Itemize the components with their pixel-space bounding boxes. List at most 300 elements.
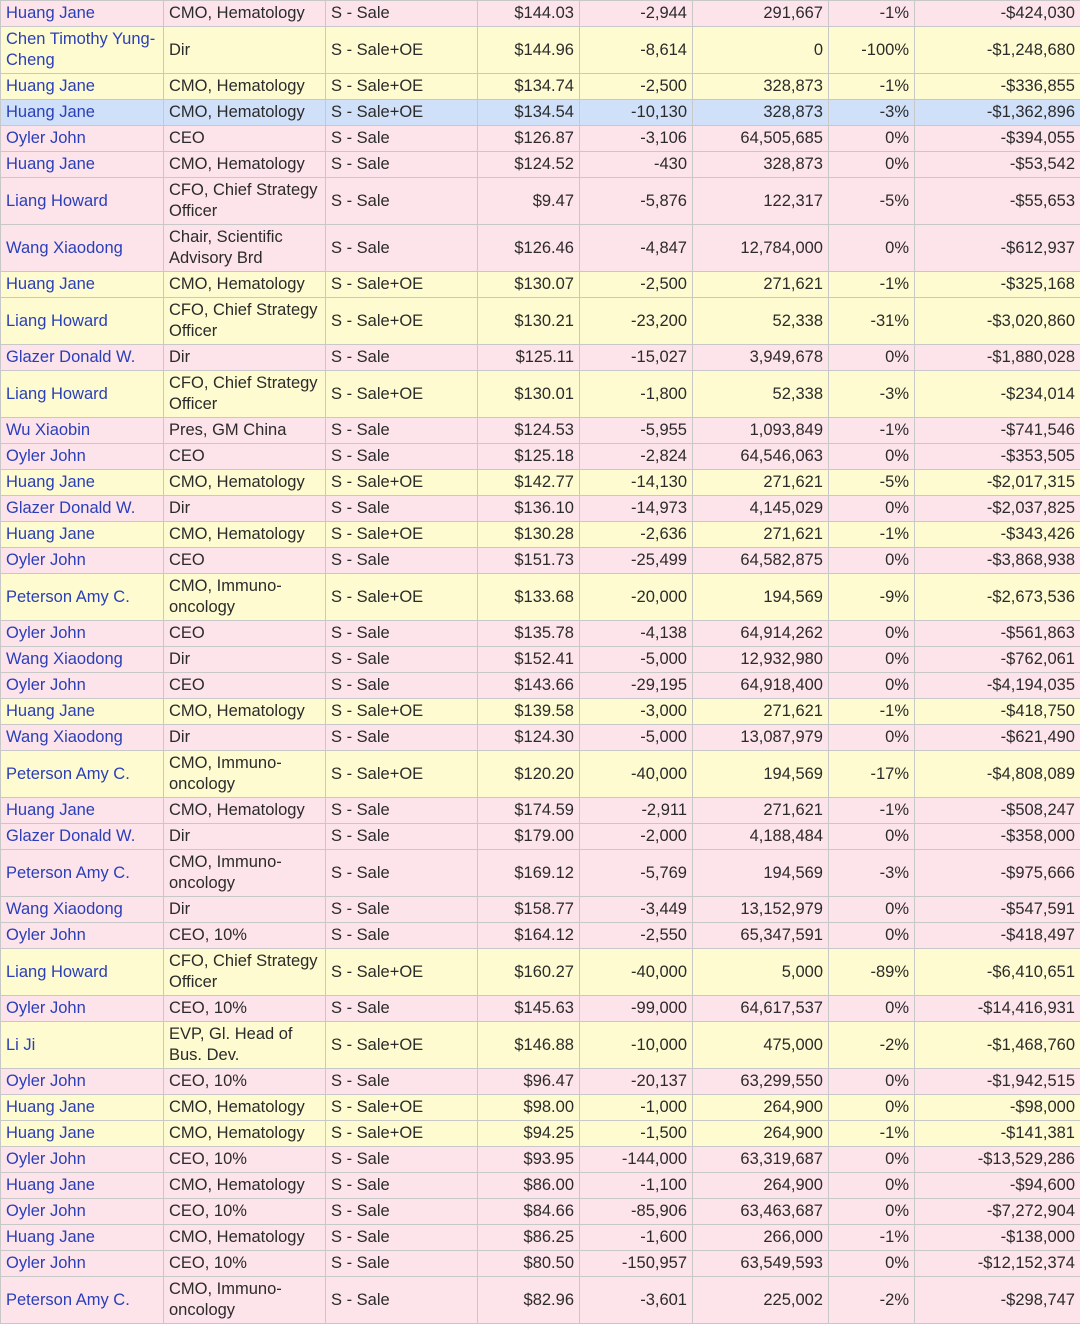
title-cell: CEO, 10%: [164, 996, 326, 1022]
trade-type-cell: S - Sale+OE: [326, 298, 478, 345]
title-cell: Dir: [164, 897, 326, 923]
owned-cell: 271,621: [693, 798, 829, 824]
delta-own-cell: 0%: [829, 725, 915, 751]
price-cell: $144.96: [478, 27, 580, 74]
quantity-cell: -25,499: [580, 548, 693, 574]
delta-own-cell: 0%: [829, 897, 915, 923]
price-cell: $134.74: [478, 74, 580, 100]
title-cell: CMO, Hematology: [164, 74, 326, 100]
trade-type-cell: S - Sale+OE: [326, 1121, 478, 1147]
table-row[interactable]: [1, 444, 1080, 470]
value-cell: -$358,000: [915, 824, 1080, 850]
value-cell: -$7,272,904: [915, 1199, 1080, 1225]
delta-own-cell: 0%: [829, 1095, 915, 1121]
owned-cell: 328,873: [693, 152, 829, 178]
title-cell: CFO, Chief Strategy Officer: [164, 298, 326, 345]
delta-own-cell: -5%: [829, 178, 915, 225]
quantity-cell: -4,138: [580, 621, 693, 647]
table-row[interactable]: [1, 1022, 1080, 1069]
trade-type-cell: S - Sale: [326, 126, 478, 152]
delta-own-cell: -3%: [829, 371, 915, 418]
insider-name-cell[interactable]: Huang Jane: [1, 100, 164, 126]
owned-cell: 52,338: [693, 298, 829, 345]
table-row[interactable]: [1, 371, 1080, 418]
price-cell: $9.47: [478, 178, 580, 225]
insider-name-cell[interactable]: Oyler John: [1, 1147, 164, 1173]
title-cell: CMO, Hematology: [164, 100, 326, 126]
insider-name-cell[interactable]: Oyler John: [1, 996, 164, 1022]
table-row[interactable]: [1, 470, 1080, 496]
owned-cell: 264,900: [693, 1121, 829, 1147]
quantity-cell: -15,027: [580, 345, 693, 371]
table-row[interactable]: [1, 850, 1080, 897]
table-row[interactable]: [1, 1147, 1080, 1173]
insider-name-cell[interactable]: Liang Howard: [1, 949, 164, 996]
price-cell: $93.95: [478, 1147, 580, 1173]
delta-own-cell: 0%: [829, 824, 915, 850]
insider-name-cell[interactable]: Oyler John: [1, 673, 164, 699]
insider-name-cell[interactable]: Wang Xiaodong: [1, 725, 164, 751]
price-cell: $142.77: [478, 470, 580, 496]
insider-name-cell[interactable]: Huang Jane: [1, 470, 164, 496]
title-cell: Dir: [164, 27, 326, 74]
table-row[interactable]: [1, 1069, 1080, 1095]
table-row[interactable]: [1, 725, 1080, 751]
value-cell: -$138,000: [915, 1225, 1080, 1251]
quantity-cell: -1,500: [580, 1121, 693, 1147]
insider-name-cell[interactable]: Oyler John: [1, 1199, 164, 1225]
value-cell: -$418,497: [915, 923, 1080, 949]
insider-name-cell[interactable]: Oyler John: [1, 548, 164, 574]
value-cell: -$1,468,760: [915, 1022, 1080, 1069]
insider-name-cell[interactable]: Glazer Donald W.: [1, 496, 164, 522]
trade-type-cell: S - Sale: [326, 496, 478, 522]
quantity-cell: -1,800: [580, 371, 693, 418]
title-cell: CEO, 10%: [164, 1199, 326, 1225]
delta-own-cell: 0%: [829, 1173, 915, 1199]
delta-own-cell: -89%: [829, 949, 915, 996]
delta-own-cell: 0%: [829, 1251, 915, 1277]
value-cell: -$508,247: [915, 798, 1080, 824]
quantity-cell: -10,000: [580, 1022, 693, 1069]
price-cell: $143.66: [478, 673, 580, 699]
owned-cell: 63,319,687: [693, 1147, 829, 1173]
value-cell: -$394,055: [915, 126, 1080, 152]
title-cell: CEO: [164, 444, 326, 470]
trade-type-cell: S - Sale: [326, 798, 478, 824]
title-cell: CEO, 10%: [164, 1069, 326, 1095]
trade-type-cell: S - Sale: [326, 548, 478, 574]
quantity-cell: -3,449: [580, 897, 693, 923]
value-cell: -$234,014: [915, 371, 1080, 418]
insider-name-cell[interactable]: Liang Howard: [1, 298, 164, 345]
table-row[interactable]: [1, 647, 1080, 673]
value-cell: -$353,505: [915, 444, 1080, 470]
quantity-cell: -5,769: [580, 850, 693, 897]
value-cell: -$325,168: [915, 272, 1080, 298]
title-cell: Dir: [164, 647, 326, 673]
trade-type-cell: S - Sale: [326, 996, 478, 1022]
trade-type-cell: S - Sale: [326, 178, 478, 225]
insider-name-cell[interactable]: Oyler John: [1, 1251, 164, 1277]
price-cell: $145.63: [478, 996, 580, 1022]
title-cell: CMO, Hematology: [164, 470, 326, 496]
value-cell: -$1,248,680: [915, 27, 1080, 74]
owned-cell: 328,873: [693, 74, 829, 100]
price-cell: $174.59: [478, 798, 580, 824]
delta-own-cell: -1%: [829, 699, 915, 725]
trade-type-cell: S - Sale+OE: [326, 949, 478, 996]
price-cell: $160.27: [478, 949, 580, 996]
table-row[interactable]: [1, 798, 1080, 824]
delta-own-cell: -1%: [829, 418, 915, 444]
insider-name-cell[interactable]: Huang Jane: [1, 1121, 164, 1147]
title-cell: CMO, Hematology: [164, 699, 326, 725]
quantity-cell: -29,195: [580, 673, 693, 699]
quantity-cell: -144,000: [580, 1147, 693, 1173]
trade-type-cell: S - Sale: [326, 225, 478, 272]
owned-cell: 65,347,591: [693, 923, 829, 949]
table-row[interactable]: [1, 74, 1080, 100]
price-cell: $94.25: [478, 1121, 580, 1147]
table-row[interactable]: [1, 673, 1080, 699]
delta-own-cell: 0%: [829, 1147, 915, 1173]
delta-own-cell: -5%: [829, 470, 915, 496]
trade-type-cell: S - Sale: [326, 1147, 478, 1173]
quantity-cell: -1,000: [580, 1095, 693, 1121]
value-cell: -$547,591: [915, 897, 1080, 923]
quantity-cell: -5,876: [580, 178, 693, 225]
title-cell: Pres, GM China: [164, 418, 326, 444]
insider-name-cell[interactable]: Peterson Amy C.: [1, 574, 164, 621]
insider-name-cell[interactable]: Liang Howard: [1, 371, 164, 418]
owned-cell: 64,918,400: [693, 673, 829, 699]
title-cell: CMO, Hematology: [164, 522, 326, 548]
value-cell: -$1,942,515: [915, 1069, 1080, 1095]
trade-type-cell: S - Sale: [326, 673, 478, 699]
title-cell: EVP, Gl. Head of Bus. Dev.: [164, 1022, 326, 1069]
table-row[interactable]: [1, 126, 1080, 152]
price-cell: $130.07: [478, 272, 580, 298]
table-row[interactable]: [1, 1251, 1080, 1277]
owned-cell: 122,317: [693, 178, 829, 225]
quantity-cell: -430: [580, 152, 693, 178]
delta-own-cell: 0%: [829, 647, 915, 673]
value-cell: -$2,037,825: [915, 496, 1080, 522]
price-cell: $135.78: [478, 621, 580, 647]
owned-cell: 3,949,678: [693, 345, 829, 371]
price-cell: $124.53: [478, 418, 580, 444]
insider-name-cell[interactable]: Oyler John: [1, 444, 164, 470]
owned-cell: 63,299,550: [693, 1069, 829, 1095]
table-row[interactable]: [1, 1173, 1080, 1199]
insider-name-cell[interactable]: Chen Timothy Yung-Cheng: [1, 27, 164, 74]
value-cell: -$141,381: [915, 1121, 1080, 1147]
quantity-cell: -3,106: [580, 126, 693, 152]
table-row[interactable]: [1, 699, 1080, 725]
owned-cell: 4,145,029: [693, 496, 829, 522]
insider-name-cell[interactable]: Huang Jane: [1, 74, 164, 100]
table-row[interactable]: [1, 100, 1080, 126]
owned-cell: 64,582,875: [693, 548, 829, 574]
price-cell: $126.46: [478, 225, 580, 272]
table-row[interactable]: [1, 621, 1080, 647]
insider-name-cell[interactable]: Huang Jane: [1, 152, 164, 178]
insider-name-cell[interactable]: Wu Xiaobin: [1, 418, 164, 444]
value-cell: -$621,490: [915, 725, 1080, 751]
title-cell: CEO, 10%: [164, 1251, 326, 1277]
trade-type-cell: S - Sale: [326, 418, 478, 444]
trade-type-cell: S - Sale+OE: [326, 699, 478, 725]
title-cell: Dir: [164, 496, 326, 522]
trade-type-cell: S - Sale: [326, 1277, 478, 1324]
delta-own-cell: -1%: [829, 1, 915, 27]
trade-type-cell: S - Sale+OE: [326, 272, 478, 298]
price-cell: $151.73: [478, 548, 580, 574]
delta-own-cell: 0%: [829, 1069, 915, 1095]
value-cell: -$4,808,089: [915, 751, 1080, 798]
quantity-cell: -85,906: [580, 1199, 693, 1225]
owned-cell: 13,087,979: [693, 725, 829, 751]
price-cell: $169.12: [478, 850, 580, 897]
quantity-cell: -23,200: [580, 298, 693, 345]
table-row[interactable]: [1, 272, 1080, 298]
delta-own-cell: -1%: [829, 74, 915, 100]
quantity-cell: -150,957: [580, 1251, 693, 1277]
insider-name-cell[interactable]: Huang Jane: [1, 1225, 164, 1251]
owned-cell: 63,549,593: [693, 1251, 829, 1277]
title-cell: CMO, Hematology: [164, 272, 326, 298]
title-cell: CMO, Immuno-oncology: [164, 850, 326, 897]
insider-name-cell[interactable]: Huang Jane: [1, 1, 164, 27]
owned-cell: 13,152,979: [693, 897, 829, 923]
title-cell: CMO, Hematology: [164, 798, 326, 824]
insider-name-cell[interactable]: Glazer Donald W.: [1, 345, 164, 371]
owned-cell: 12,932,980: [693, 647, 829, 673]
price-cell: $125.18: [478, 444, 580, 470]
value-cell: -$55,653: [915, 178, 1080, 225]
trade-type-cell: S - Sale: [326, 897, 478, 923]
title-cell: CMO, Hematology: [164, 152, 326, 178]
quantity-cell: -40,000: [580, 751, 693, 798]
delta-own-cell: 0%: [829, 548, 915, 574]
value-cell: -$298,747: [915, 1277, 1080, 1324]
table-row[interactable]: [1, 418, 1080, 444]
price-cell: $86.00: [478, 1173, 580, 1199]
delta-own-cell: 0%: [829, 673, 915, 699]
price-cell: $80.50: [478, 1251, 580, 1277]
price-cell: $144.03: [478, 1, 580, 27]
table-row[interactable]: [1, 751, 1080, 798]
insider-name-cell[interactable]: Oyler John: [1, 126, 164, 152]
value-cell: -$2,673,536: [915, 574, 1080, 621]
price-cell: $139.58: [478, 699, 580, 725]
table-row[interactable]: [1, 345, 1080, 371]
table-row[interactable]: [1, 178, 1080, 225]
insider-name-cell[interactable]: Li Ji: [1, 1022, 164, 1069]
price-cell: $134.54: [478, 100, 580, 126]
delta-own-cell: -1%: [829, 272, 915, 298]
quantity-cell: -20,000: [580, 574, 693, 621]
table-row[interactable]: [1, 949, 1080, 996]
value-cell: -$741,546: [915, 418, 1080, 444]
price-cell: $158.77: [478, 897, 580, 923]
quantity-cell: -1,600: [580, 1225, 693, 1251]
trade-type-cell: S - Sale: [326, 345, 478, 371]
insider-name-cell[interactable]: Liang Howard: [1, 178, 164, 225]
title-cell: CMO, Immuno-oncology: [164, 574, 326, 621]
price-cell: $124.52: [478, 152, 580, 178]
owned-cell: 194,569: [693, 850, 829, 897]
owned-cell: 0: [693, 27, 829, 74]
value-cell: -$1,362,896: [915, 100, 1080, 126]
price-cell: $130.21: [478, 298, 580, 345]
delta-own-cell: -31%: [829, 298, 915, 345]
owned-cell: 194,569: [693, 751, 829, 798]
table-row[interactable]: [1, 897, 1080, 923]
insider-name-cell[interactable]: Huang Jane: [1, 522, 164, 548]
insider-name-cell[interactable]: Huang Jane: [1, 699, 164, 725]
insider-name-cell[interactable]: Oyler John: [1, 923, 164, 949]
title-cell: Dir: [164, 824, 326, 850]
trade-type-cell: S - Sale+OE: [326, 751, 478, 798]
quantity-cell: -2,550: [580, 923, 693, 949]
value-cell: -$98,000: [915, 1095, 1080, 1121]
quantity-cell: -2,000: [580, 824, 693, 850]
price-cell: $96.47: [478, 1069, 580, 1095]
value-cell: -$561,863: [915, 621, 1080, 647]
table-row[interactable]: [1, 298, 1080, 345]
price-cell: $130.01: [478, 371, 580, 418]
delta-own-cell: -9%: [829, 574, 915, 621]
table-row[interactable]: [1, 496, 1080, 522]
value-cell: -$975,666: [915, 850, 1080, 897]
table-row[interactable]: [1, 1095, 1080, 1121]
value-cell: -$2,017,315: [915, 470, 1080, 496]
table-row[interactable]: [1, 574, 1080, 621]
trade-type-cell: S - Sale+OE: [326, 100, 478, 126]
table-row[interactable]: [1, 27, 1080, 74]
table-row[interactable]: [1, 824, 1080, 850]
quantity-cell: -20,137: [580, 1069, 693, 1095]
owned-cell: 64,617,537: [693, 996, 829, 1022]
insider-name-cell[interactable]: Oyler John: [1, 621, 164, 647]
trade-type-cell: S - Sale: [326, 621, 478, 647]
delta-own-cell: 0%: [829, 444, 915, 470]
quantity-cell: -4,847: [580, 225, 693, 272]
price-cell: $152.41: [478, 647, 580, 673]
title-cell: CEO: [164, 548, 326, 574]
table-row[interactable]: [1, 522, 1080, 548]
owned-cell: 475,000: [693, 1022, 829, 1069]
insider-name-cell[interactable]: Wang Xiaodong: [1, 225, 164, 272]
value-cell: -$418,750: [915, 699, 1080, 725]
owned-cell: 266,000: [693, 1225, 829, 1251]
price-cell: $179.00: [478, 824, 580, 850]
insider-name-cell[interactable]: Huang Jane: [1, 1173, 164, 1199]
value-cell: -$3,868,938: [915, 548, 1080, 574]
trade-type-cell: S - Sale+OE: [326, 371, 478, 418]
quantity-cell: -2,636: [580, 522, 693, 548]
price-cell: $136.10: [478, 496, 580, 522]
value-cell: -$3,020,860: [915, 298, 1080, 345]
insider-name-cell[interactable]: Huang Jane: [1, 272, 164, 298]
price-cell: $130.28: [478, 522, 580, 548]
table-row[interactable]: [1, 1199, 1080, 1225]
price-cell: $84.66: [478, 1199, 580, 1225]
value-cell: -$12,152,374: [915, 1251, 1080, 1277]
insider-name-cell[interactable]: Wang Xiaodong: [1, 647, 164, 673]
table-row[interactable]: [1, 1121, 1080, 1147]
title-cell: CEO: [164, 126, 326, 152]
quantity-cell: -14,973: [580, 496, 693, 522]
owned-cell: 264,900: [693, 1095, 829, 1121]
table-row[interactable]: [1, 152, 1080, 178]
price-cell: $125.11: [478, 345, 580, 371]
quantity-cell: -8,614: [580, 27, 693, 74]
owned-cell: 264,900: [693, 1173, 829, 1199]
insider-name-cell[interactable]: Oyler John: [1, 1069, 164, 1095]
delta-own-cell: 0%: [829, 126, 915, 152]
owned-cell: 1,093,849: [693, 418, 829, 444]
insider-name-cell[interactable]: Huang Jane: [1, 798, 164, 824]
insider-name-cell[interactable]: Huang Jane: [1, 1095, 164, 1121]
delta-own-cell: -1%: [829, 1121, 915, 1147]
table-row[interactable]: [1, 548, 1080, 574]
table-row[interactable]: [1, 225, 1080, 272]
owned-cell: 271,621: [693, 272, 829, 298]
delta-own-cell: 0%: [829, 621, 915, 647]
insider-name-cell[interactable]: Wang Xiaodong: [1, 897, 164, 923]
insider-name-cell[interactable]: Peterson Amy C.: [1, 850, 164, 897]
owned-cell: 225,002: [693, 1277, 829, 1324]
title-cell: CMO, Hematology: [164, 1, 326, 27]
quantity-cell: -5,000: [580, 647, 693, 673]
owned-cell: 271,621: [693, 699, 829, 725]
owned-cell: 271,621: [693, 470, 829, 496]
insider-name-cell[interactable]: Peterson Amy C.: [1, 1277, 164, 1324]
table-row[interactable]: [1, 923, 1080, 949]
owned-cell: 64,546,063: [693, 444, 829, 470]
delta-own-cell: 0%: [829, 996, 915, 1022]
trade-type-cell: S - Sale: [326, 1225, 478, 1251]
trade-type-cell: S - Sale: [326, 444, 478, 470]
delta-own-cell: 0%: [829, 152, 915, 178]
table-row[interactable]: [1, 1225, 1080, 1251]
quantity-cell: -10,130: [580, 100, 693, 126]
trade-type-cell: S - Sale+OE: [326, 74, 478, 100]
table-row[interactable]: [1, 1, 1080, 27]
insider-name-cell[interactable]: Glazer Donald W.: [1, 824, 164, 850]
quantity-cell: -3,000: [580, 699, 693, 725]
table-row[interactable]: [1, 1277, 1080, 1324]
table-row[interactable]: [1, 996, 1080, 1022]
quantity-cell: -40,000: [580, 949, 693, 996]
title-cell: CEO, 10%: [164, 923, 326, 949]
price-cell: $133.68: [478, 574, 580, 621]
delta-own-cell: 0%: [829, 923, 915, 949]
title-cell: CEO: [164, 673, 326, 699]
title-cell: CFO, Chief Strategy Officer: [164, 949, 326, 996]
value-cell: -$53,542: [915, 152, 1080, 178]
trade-type-cell: S - Sale+OE: [326, 470, 478, 496]
value-cell: -$424,030: [915, 1, 1080, 27]
value-cell: -$13,529,286: [915, 1147, 1080, 1173]
value-cell: -$94,600: [915, 1173, 1080, 1199]
quantity-cell: -99,000: [580, 996, 693, 1022]
trade-type-cell: S - Sale: [326, 152, 478, 178]
insider-name-cell[interactable]: Peterson Amy C.: [1, 751, 164, 798]
